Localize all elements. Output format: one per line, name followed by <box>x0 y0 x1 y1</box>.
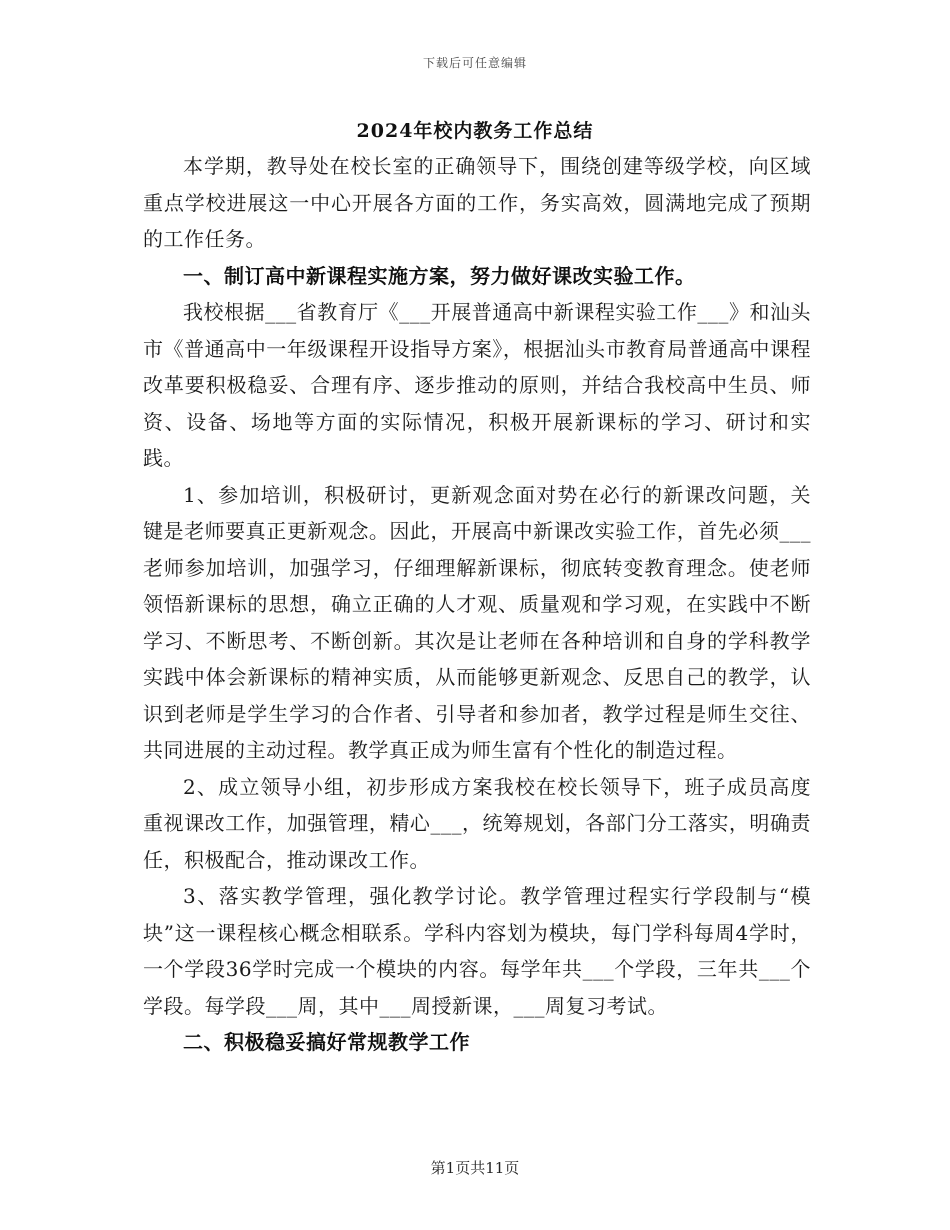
intro-paragraph: 本学期，教导处在校长室的正确领导下，围绕创建等级学校，向区域重点学校进展这一中心开展各方面的工作，务实高效，圆满地完成了预期的工作任务。 <box>143 154 811 251</box>
section-2-heading: 二、积极稳妥搞好常规教学工作 <box>183 1030 470 1054</box>
header-note: 下载后可任意编辑 <box>422 56 527 70</box>
section-1-paragraph-2: 1、参加培训，积极研讨，更新观念面对势在必行的新课改问题，关键是老师要真正更新观念。因此，开展高中新课改实验工作，首先必须___老师参加培训，加强学习，仔细理解新课标，彻底转变教育理念。使老师领悟新课标的思想，确立正确的人才观、质量观和学习观，在实践中不断学习、不断思考、不断创新。其次是让老师在各种培训和自身的学科教学实践中体会新课标的精神实质，从而能够更新观念、反思自己的教学，认识到老师是学生学习的合作者、引导者和参加者，教学过程是师生交往、共同进展的主动过程。教学真正成为师生富有个性化的制造过程。 <box>143 482 811 762</box>
document-title: 2024年校内教务工作总结 <box>356 120 594 142</box>
document-body <box>143 148 811 1061</box>
section-1-paragraph-3: 2、成立领导小组，初步形成方案我校在校长领导下，班子成员高度重视课改工作，加强管理，精心___，统筹规划，各部门分工落实，明确责任，积极配合，推动课改工作。 <box>143 774 811 872</box>
page-indicator: 第1页共11页 <box>430 1159 520 1177</box>
section-1-heading: 一、制订高中新课程实施方案，努力做好课改实验工作。 <box>183 263 696 288</box>
section-1-paragraph-4: 3、落实教学管理，强化教学讨论。教学管理过程实行学段制与“模块”这一课程核心概念相联系。学科内容划为模块，每门学科每周4学时，一个学段36学时完成一个模块的内容。每学年共___个学段，三年共___个学段。每学段___周，其中___周授新课，___周复习考试。 <box>143 884 811 1018</box>
section-1-paragraph-1: 我校根据___省教育厅《___开展普通高中新课程实验工作___》和汕头市《普通高中一年级课程开设指导方案》，根据汕头市教育局普通高中课程改革要积极稳妥、合理有序、逐步推动的原则，并结合我校高中生员、师资、设备、场地等方面的实际情况，积极开展新课标的学习、研讨和实践。 <box>143 300 811 470</box>
